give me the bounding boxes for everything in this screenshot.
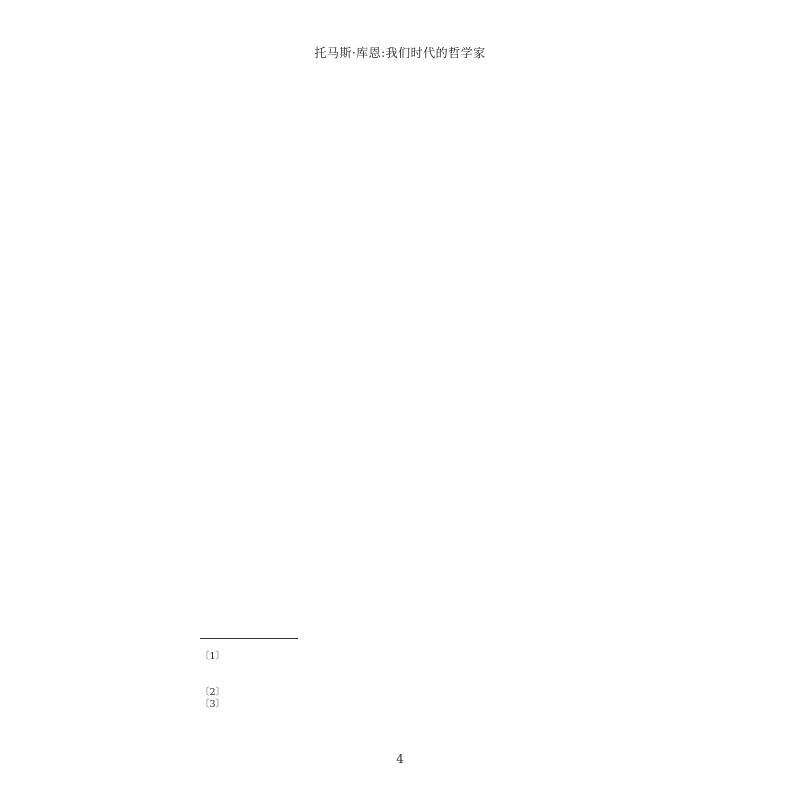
- footnote-divider: [200, 638, 298, 639]
- body-text: [200, 94, 610, 632]
- running-header: 托马斯·库恩:我们时代的哲学家: [314, 46, 486, 60]
- footnote: [200, 651, 610, 687]
- footnote: [200, 699, 610, 725]
- paragraph: [200, 244, 610, 548]
- paragraph: [200, 94, 610, 244]
- page-number: 4: [396, 752, 404, 766]
- footnote-marker: 〔3〕: [200, 699, 226, 710]
- footnotes: [200, 651, 610, 725]
- footnote-marker: 〔2〕: [200, 687, 226, 698]
- footnote: [200, 687, 610, 699]
- footnote-marker: 〔1〕: [200, 651, 226, 662]
- paragraph: [200, 548, 610, 632]
